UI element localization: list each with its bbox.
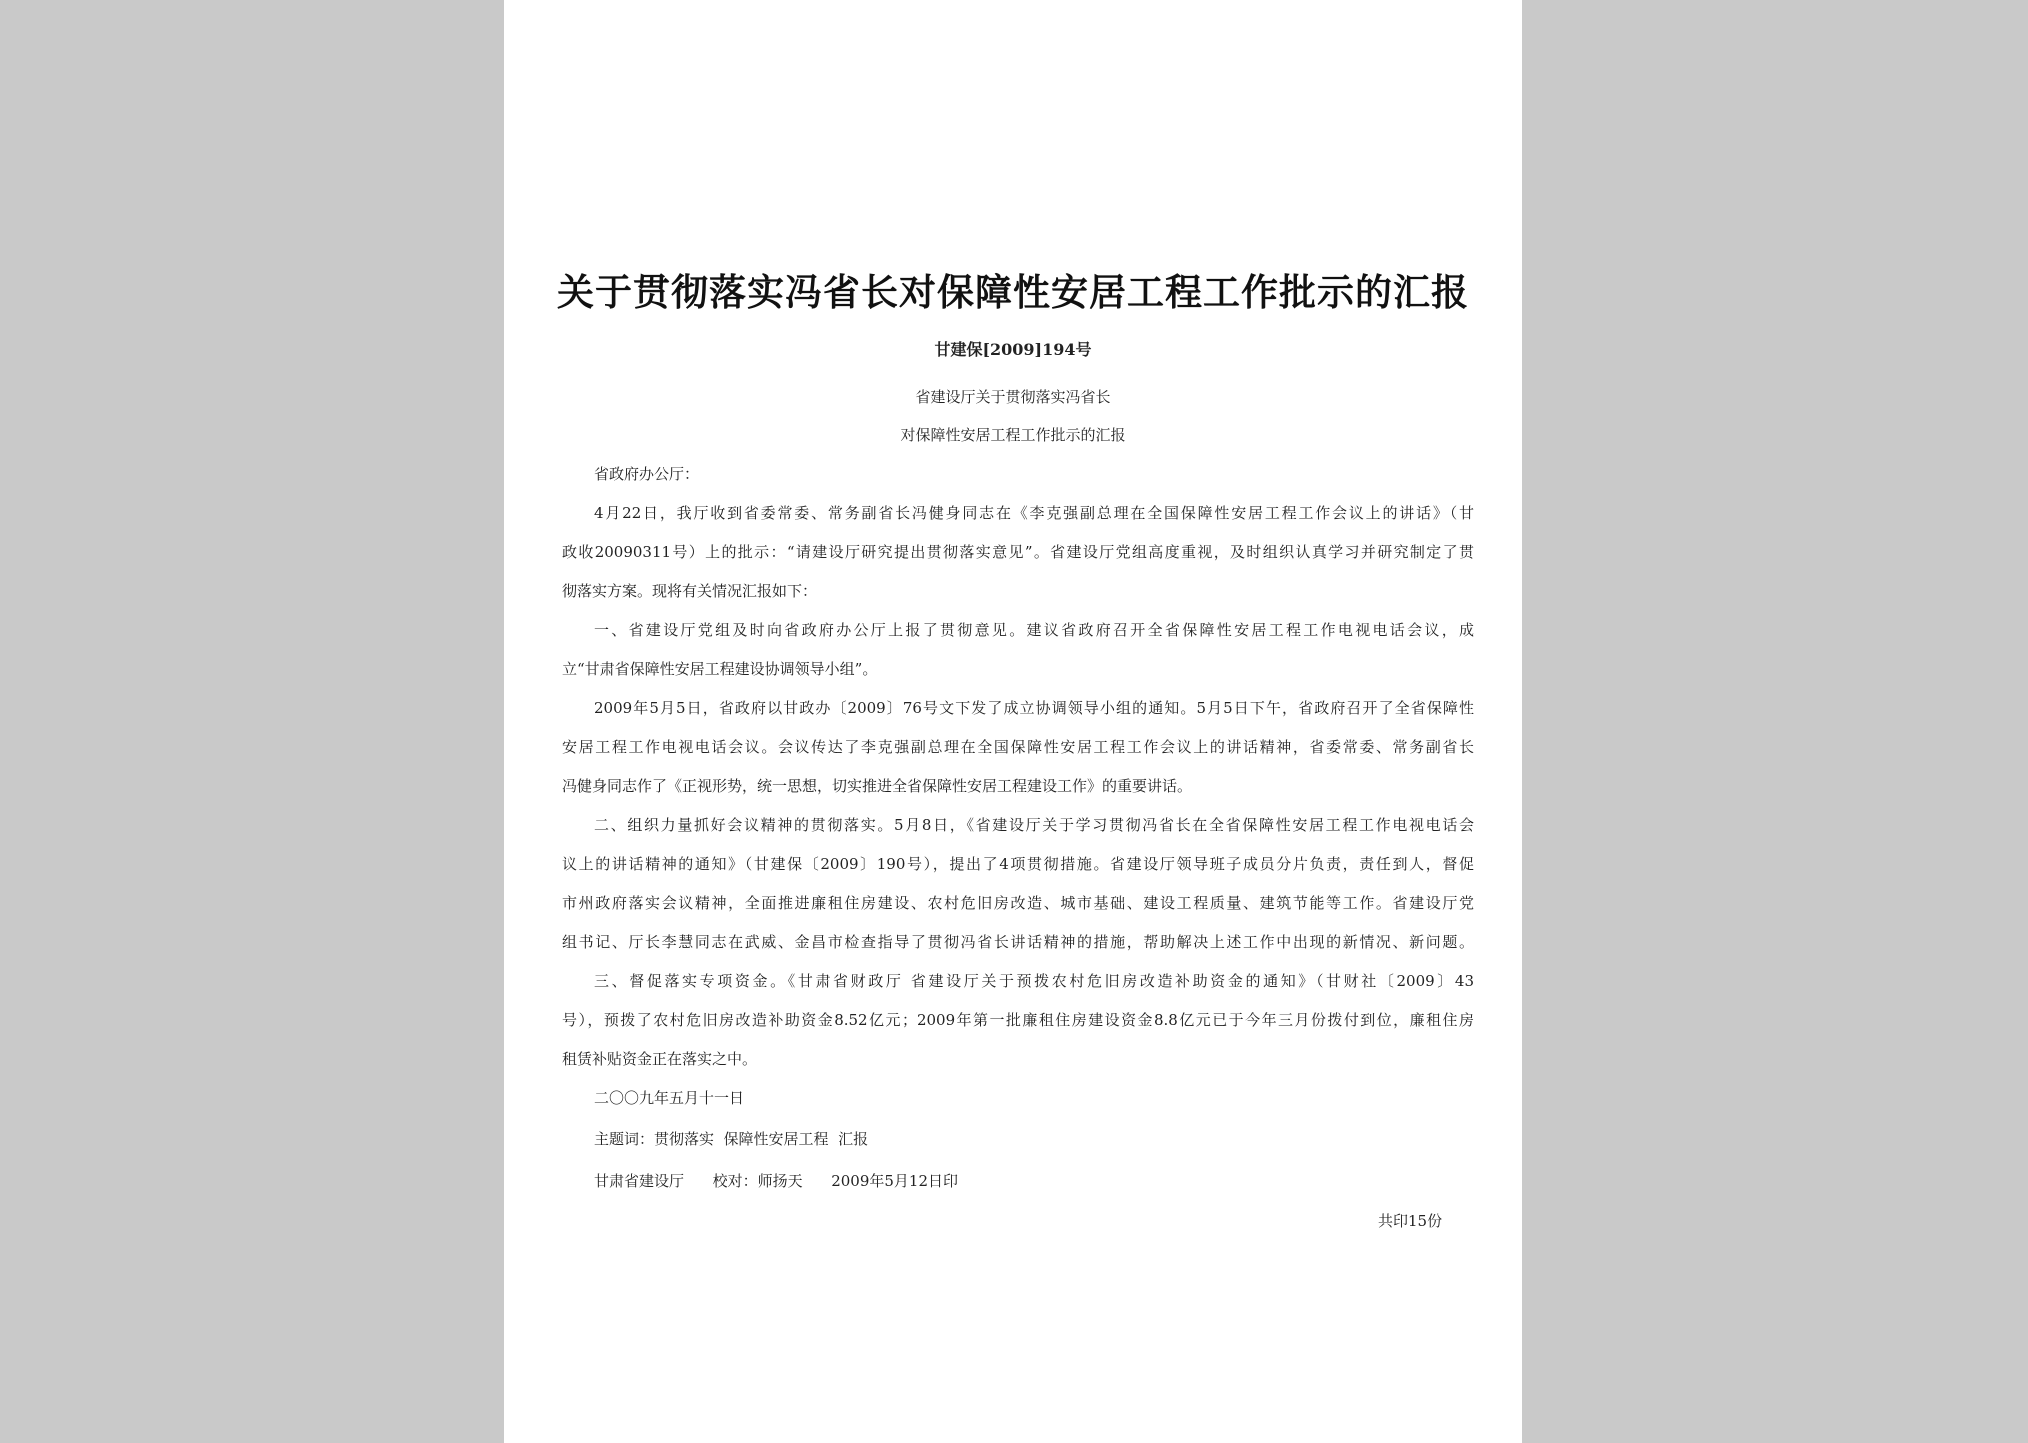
body-line: 议上的讲话精神的通知》（甘建保〔2009〕190号），提出了4项贯彻措施。省建设厅领导班子成员分片负责，责任到人，督促 (562, 855, 1474, 873)
body-line: 2009年5月5日，省政府以甘政办〔2009〕76号文下发了成立协调领导小组的通知。5月5日下午，省政府召开了全省保障性 (594, 699, 1474, 717)
body-line: 三、督促落实专项资金。《甘肃省财政厅 省建设厅关于预拨农村危旧房改造补助资金的通知》（甘财社〔2009〕43 (594, 972, 1474, 990)
body-line: 立“甘肃省保障性安居工程建设协调领导小组”。 (562, 660, 878, 678)
body-line: 组书记、厅长李慧同志在武威、金昌市检查指导了贯彻冯省长讲话精神的措施，帮助解决上述工作中出现的新情况、新问题。 (562, 933, 1474, 951)
date-line: 二〇〇九年五月十一日 (594, 1089, 745, 1107)
body-line: 安居工程工作电视电话会议。会议传达了李克强副总理在全国保障性安居工程工作会议上的讲话精神，省委常委、常务副省长 (562, 738, 1474, 756)
body-line: 一、省建设厅党组及时向省政府办公厅上报了贯彻意见。建议省政府召开全省保障性安居工程工作电视电话会议，成 (594, 621, 1474, 639)
footer-line: 甘肃省建设厅 校对：师扬天 2009年5月12日印 (594, 1172, 959, 1190)
subtitle-line-2: 对保障性安居工程工作批示的汇报 (900, 426, 1126, 444)
document-title: 关于贯彻落实冯省长对保障性安居工程工作批示的汇报 (557, 270, 1469, 314)
body-line: 政收20090311号）上的批示：“请建设厅研究提出贯彻落实意见”。省建设厅党组高度重视，及时组织认真学习并研究制定了贯 (562, 543, 1474, 561)
keywords-line: 主题词：贯彻落实 保障性安居工程 汇报 (594, 1130, 869, 1148)
body-line: 租赁补贴资金正在落实之中。 (562, 1050, 758, 1068)
body-line: 4月22日，我厅收到省委常委、常务副省长冯健身同志在《李克强副总理在全国保障性安居工程工作会议上的讲话》（甘 (594, 504, 1474, 522)
document-page (504, 0, 1522, 1443)
subtitle-line-1: 省建设厅关于贯彻落实冯省长 (915, 388, 1111, 406)
body-line: 冯健身同志作了《正视形势，统一思想，切实推进全省保障性安居工程建设工作》的重要讲话。 (562, 777, 1193, 795)
body-line: 号），预拨了农村危旧房改造补助资金8.52亿元；2009年第一批廉租住房建设资金8.8亿元已于今年三月份拨付到位，廉租住房 (562, 1011, 1474, 1029)
body-line: 彻落实方案。现将有关情况汇报如下： (562, 582, 818, 600)
body-line: 二、组织力量抓好会议精神的贯彻落实。5月8日，《省建设厅关于学习贯彻冯省长在全省保障性安居工程工作电视电话会 (594, 816, 1474, 834)
document-number: 甘建保[2009]194号 (934, 340, 1092, 359)
copies-count: 共印15份 (1378, 1212, 1443, 1230)
body-line: 市州政府落实会议精神，全面推进廉租住房建设、农村危旧房改造、城市基础、建设工程质量、建筑节能等工作。省建设厅党 (562, 894, 1474, 912)
addressee: 省政府办公厅： (594, 465, 700, 483)
